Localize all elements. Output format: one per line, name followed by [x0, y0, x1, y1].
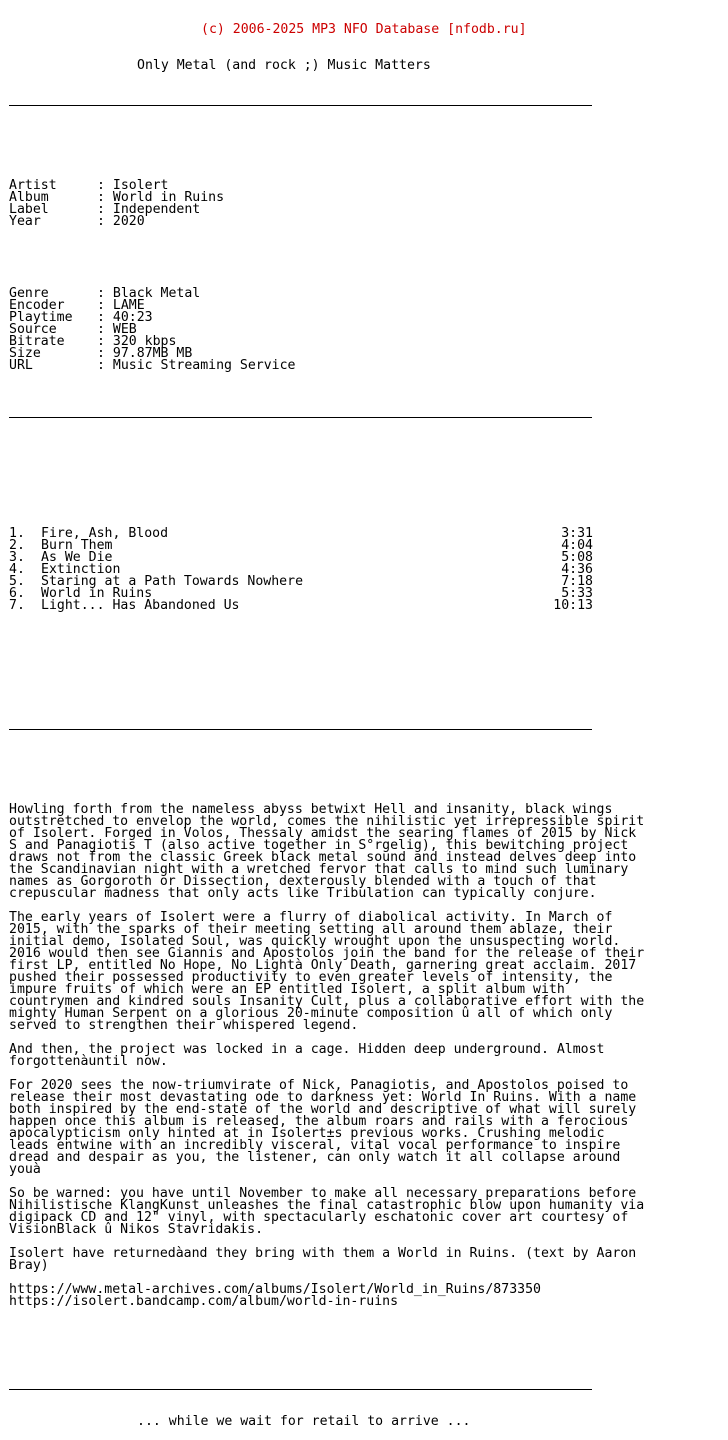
description-paragraph — [9, 1248, 721, 1272]
info-key: Album — [9, 190, 49, 205]
info-value: 40:23 — [112, 310, 153, 325]
description-line: initial demo, Isolated Soul, was quickly wrought upon the unsuspecting world. — [9, 934, 621, 949]
track-number: 6. — [9, 586, 25, 601]
description-line: Isolert have returnedàand they bring with them a World in Ruins. (text by Aaron — [9, 1246, 637, 1261]
divider — [9, 408, 721, 420]
track-duration: 10:13 — [553, 598, 593, 613]
technical-info — [9, 288, 721, 372]
info-value: Independent — [112, 202, 201, 217]
info-key: URL — [9, 358, 33, 373]
description-line: VisionBlack û Nikos Stavridakis. — [9, 1222, 264, 1237]
divider — [9, 1380, 721, 1392]
track-duration: 7:18 — [561, 574, 593, 589]
info-value: 320 kbps — [112, 334, 177, 349]
track-title: Fire, Ash, Blood — [41, 526, 169, 541]
description-line: Howling forth from the nameless abyss betwixt Hell and insanity, black wings — [9, 802, 613, 817]
description-paragraph — [9, 912, 721, 1032]
description-line: youà — [9, 1162, 41, 1177]
track-title: World in Ruins — [41, 586, 153, 601]
description-line: So be warned: you have until November to make all necessary preparations before — [9, 1186, 637, 1201]
description-line: draws not from the classic Greek black metal sound and instead delves deep into — [9, 850, 637, 865]
info-key: Encoder — [9, 298, 65, 313]
track-row — [9, 600, 593, 612]
info-key: Source — [9, 322, 57, 337]
track-number: 7. — [9, 598, 25, 613]
description-paragraph — [9, 1284, 721, 1308]
description-line: pushed their possessed productivity to even greater levels of intensity, the — [9, 970, 613, 985]
info-value: Music Streaming Service — [112, 358, 296, 373]
nfo-document — [9, 0, 721, 1440]
info-key: Playtime — [9, 310, 73, 325]
info-separator: : — [97, 202, 113, 217]
description-paragraph — [9, 1080, 721, 1176]
info-separator: : — [97, 298, 113, 313]
info-separator: : — [97, 310, 113, 325]
release-info — [9, 180, 721, 228]
description-line: dread and despair as you, the listener, can only watch it all collapse around — [9, 1150, 621, 1165]
track-duration: 4:36 — [561, 562, 593, 577]
description-line: https://isolert.bandcamp.com/album/world-in-ruins — [9, 1294, 399, 1309]
description-line: For 2020 sees the now-triumvirate of Nick, Panagiotis, and Apostolos poised to — [9, 1078, 629, 1093]
track-title: Extinction — [41, 562, 121, 577]
description-line: 2015, with the sparks of their meeting setting all around them ablaze, their — [9, 922, 613, 937]
info-separator: : — [97, 346, 113, 361]
description-line: https://www.metal-archives.com/albums/Isolert/World_in_Ruins/873350 — [9, 1282, 541, 1297]
divider — [9, 720, 721, 732]
description-line: forgottenàuntil now. — [9, 1054, 168, 1069]
info-key: Year — [9, 214, 41, 229]
description-paragraph — [9, 1044, 721, 1068]
site-header: (c) 2006-2025 MP3 NFO Database [nfodb.ru] — [201, 22, 527, 37]
description-line: digipack CD and 12" vinyl, with spectacularly eschatonic cover art courtesy of — [9, 1210, 629, 1225]
info-row-url — [9, 360, 721, 372]
info-separator: : — [97, 322, 113, 337]
description-line: both inspired by the end-state of the world and descriptive of what will surely — [9, 1102, 637, 1117]
track-number: 2. — [9, 538, 25, 553]
track-duration: 4:04 — [561, 538, 593, 553]
track-title: Light... Has Abandoned Us — [41, 598, 240, 613]
info-row-year — [9, 216, 721, 228]
track-number: 3. — [9, 550, 25, 565]
track-number: 1. — [9, 526, 25, 541]
info-value: 97.87MB MB — [112, 346, 193, 361]
description-line: release their most devastating ode to darkness yet: World In Ruins. With a name — [9, 1090, 637, 1105]
description-paragraph — [9, 1188, 721, 1236]
description-line: countrymen and kindred souls Insanity Cult, plus a collaborative effort with the — [9, 994, 645, 1009]
tracklist — [9, 528, 721, 612]
description-line: of Isolert. Forged in Volos, Thessaly amidst the searing flames of 2015 by Nick — [9, 826, 637, 841]
info-value: WEB — [112, 322, 137, 337]
info-key: Artist — [9, 178, 57, 193]
info-separator: : — [97, 358, 113, 373]
info-value: Isolert — [112, 178, 169, 193]
description-line: served to strengthen their whispered legend. — [9, 1018, 359, 1033]
info-value: World in Ruins — [112, 190, 225, 205]
track-number: 4. — [9, 562, 25, 577]
description-line: And then, the project was locked in a cage. Hidden deep underground. Almost — [9, 1042, 605, 1057]
description-line: leads entwine with an incredibly visceral, vital vocal performance to inspire — [9, 1138, 621, 1153]
description-line: 2016 would then see Giannis and Apostolos join the band for the release of their — [9, 946, 645, 961]
track-duration: 5:08 — [561, 550, 593, 565]
description-line: impure fruits of which were an EP entitled Isolert, a split album with — [9, 982, 565, 997]
info-value: 2020 — [112, 214, 145, 229]
track-title: Burn Them — [41, 538, 113, 553]
info-key: Bitrate — [9, 334, 65, 349]
description-line: Nihilistische KlangKunst unleashes the final catastrophic blow upon humanity via — [9, 1198, 645, 1213]
description-line: crepuscular madness that only acts like Tribulation can typically conjure. — [9, 886, 597, 901]
description-line: outstretched to envelop the world, comes the nihilistic yet irrepressible spirit — [9, 814, 645, 829]
divider — [9, 96, 721, 108]
track-duration: 3:31 — [561, 526, 593, 541]
description-line: first LP, entitled No Hope, No Lightà Only Death, garnering great acclaim. 2017 — [9, 958, 637, 973]
description — [9, 804, 721, 1308]
description-line: mighty Human Serpent on a glorious 20-minute composition û all of which only — [9, 1006, 613, 1021]
track-title: Staring at a Path Towards Nowhere — [41, 574, 304, 589]
track-duration: 5:33 — [561, 586, 593, 601]
info-separator: : — [97, 178, 113, 193]
description-line: apocalypticism only hinted at in Isolert±s previous works. Crushing melodic — [9, 1126, 605, 1141]
info-separator: : — [97, 214, 113, 229]
footer-text: ... while we wait for retail to arrive ... — [137, 1414, 471, 1429]
info-key: Label — [9, 202, 49, 217]
track-title: As We Die — [41, 550, 113, 565]
description-line: S and Panagiotis T (also active together in S°rgelig), this bewitching project — [9, 838, 629, 853]
track-number: 5. — [9, 574, 25, 589]
info-separator: : — [97, 190, 113, 205]
description-line: the Scandinavian night with a wretched fervor that calls to mind such luminary — [9, 862, 629, 877]
info-value: Black Metal — [112, 286, 201, 301]
tagline: Only Metal (and rock ;) Music Matters — [137, 58, 431, 73]
info-value: LAME — [112, 298, 145, 313]
info-key: Genre — [9, 286, 49, 301]
info-key: Size — [9, 346, 41, 361]
info-separator: : — [97, 334, 113, 349]
description-paragraph — [9, 804, 721, 900]
description-line: happen once this album is released, the album roars and rails with a ferocious — [9, 1114, 629, 1129]
description-line: names as Gorgoroth or Dissection, dexterously blended with a touch of that — [9, 874, 597, 889]
info-separator: : — [97, 286, 113, 301]
description-line: Bray) — [9, 1258, 49, 1273]
description-line: The early years of Isolert were a flurry of diabolical activity. In March of — [9, 910, 613, 925]
